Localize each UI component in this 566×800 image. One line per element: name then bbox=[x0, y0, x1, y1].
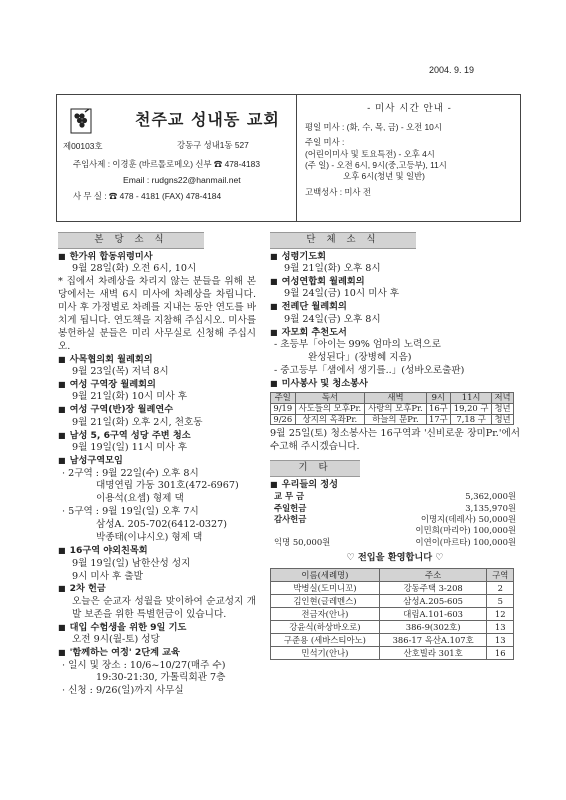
offering-label: 교 무 금 bbox=[274, 491, 305, 502]
table-row bbox=[271, 607, 514, 620]
offering-row bbox=[270, 537, 516, 548]
square-bullet-icon: ■ bbox=[58, 430, 66, 440]
table-cell: 7,18 구 bbox=[451, 414, 492, 425]
news-item-paragraph: 오늘은 순교자 성월을 맞이하여 순교성지 개발 보존을 위한 특별헌금이 있습니다. bbox=[72, 595, 256, 620]
news-item-title bbox=[58, 379, 256, 391]
news-item-paragraph: * 집에서 차례상을 차리지 않는 분들을 위해 본당에서는 새벽 6시 미사에 차례상을 차립니다. 미사 후 가정별로 차례를 지내는 동안 연도를 바치게 됩니다. 연도책을 지참해 주십시오. 미사를 봉헌하실 분들은 미리 사무실로 신청해 주십시오. bbox=[58, 276, 256, 352]
square-bullet-icon: ■ bbox=[270, 251, 278, 261]
table-cell: 구준용 (세바스티아노) bbox=[271, 633, 380, 646]
office-phone: 사 무 실 : ☎ 478 - 4181 (FAX) 478-4184 bbox=[73, 191, 222, 201]
news-item-detail: 9월 21일(화) 10시 미사 후 bbox=[72, 391, 188, 403]
news-item-title-text: 한가위 합동위령미사 bbox=[69, 250, 153, 262]
table-cell: 민석기(안나) bbox=[271, 646, 380, 659]
offering-value: 이명지(데레사) 50,000원 bbox=[420, 514, 516, 525]
table-cell: 13 bbox=[487, 633, 514, 646]
news-item-detail: 삼성A. 205-702(6412-0327) bbox=[96, 519, 227, 531]
square-bullet-icon: ■ bbox=[58, 380, 66, 390]
serve-table-header: 9시 bbox=[426, 393, 450, 404]
news-item-detail: 9시 미사 후 출발 bbox=[72, 570, 143, 582]
table-row bbox=[271, 633, 514, 646]
news-item-detail: 오전 9시(월-토) 성당 bbox=[72, 634, 160, 646]
group-news-heading: 단 체 소 식 bbox=[270, 232, 416, 249]
table-cell: 박병실(도미니꼬) bbox=[271, 581, 380, 594]
offering-title: ■ 우리들의 정성 bbox=[270, 478, 339, 490]
news-item-title bbox=[58, 430, 256, 442]
news-item-title-text: 대입 수험생을 위한 9일 기도 bbox=[69, 621, 187, 633]
news-item-title-text: 전례단 월례회의 bbox=[281, 301, 347, 313]
church-name: 천주교 성내동 교회 bbox=[135, 110, 280, 129]
table-cell: 삼성A.205-605 bbox=[379, 594, 487, 607]
news-item-detail: 9월 24일(금) 오후 8시 bbox=[284, 313, 381, 325]
offering-value: 3,135,970원 bbox=[465, 502, 516, 513]
table-cell: 386-9(302호) bbox=[379, 620, 487, 633]
table-cell: 하늘의 문Pr. bbox=[365, 414, 426, 425]
welcome-table-header: 이름(세례명) bbox=[271, 568, 380, 581]
email-address: Email : rudgns22@hanmail.net bbox=[123, 175, 241, 185]
table-row bbox=[271, 620, 514, 633]
news-item-title-text: 2차 헌금 bbox=[69, 583, 106, 595]
news-item-title-text: 남성구역모임 bbox=[69, 455, 123, 467]
welcome-title: ♡ 전입을 환영합니다 ♡ bbox=[346, 552, 444, 564]
news-item-title-text: '함께하는 여정' 2단계 교육 bbox=[69, 647, 180, 659]
offering-value: 이연이(마르타) 100,000원 bbox=[415, 536, 516, 547]
table-cell: 사랑의 모후Pr. bbox=[365, 404, 426, 415]
offering-label bbox=[270, 525, 362, 536]
table-cell: 전금자(안나) bbox=[271, 607, 380, 620]
table-cell: 상지의 옥좌Pr. bbox=[295, 414, 365, 425]
table-cell: 산호빌라 301호 bbox=[379, 646, 487, 659]
church-info bbox=[57, 95, 297, 221]
mass-schedule bbox=[297, 95, 520, 221]
issue-date: 2004. 9. 19 bbox=[428, 65, 474, 75]
table-cell: 16 bbox=[487, 646, 514, 659]
pastor-info: 주임사제 : 이경훈 (바르톨로메오) 신부 ☎ 478-4183 bbox=[73, 159, 260, 169]
table-row bbox=[271, 414, 514, 425]
news-item-title-text: 여성 구역장 월례회의 bbox=[69, 379, 156, 391]
serve-table-header: 주일 bbox=[271, 393, 296, 404]
grape-logo-icon bbox=[69, 107, 93, 135]
news-item-title-text: 사목협의회 월례회의 bbox=[69, 353, 153, 365]
news-item-detail: 대명연립 가동 301호(472-6967) bbox=[96, 480, 239, 492]
news-item-title bbox=[270, 327, 520, 339]
serve-table-header: 11시 bbox=[451, 393, 492, 404]
news-item-title bbox=[270, 251, 520, 263]
news-item-title bbox=[58, 647, 256, 659]
offering-value: 5,362,000원 bbox=[465, 491, 516, 502]
news-item-detail: 19:30-21:30, 가톨릭회관 7층 bbox=[96, 672, 226, 684]
mass-sunday-evening: 오후 6시(청년 및 일반) bbox=[343, 171, 425, 182]
mass-schedule-title: - 미사 시간 안내 - bbox=[367, 103, 452, 114]
table-cell: 청년 bbox=[492, 404, 514, 415]
news-item-title bbox=[270, 301, 520, 313]
table-row bbox=[271, 581, 514, 594]
square-bullet-icon: ■ bbox=[270, 379, 278, 388]
news-item-detail: · 2구역 : 9월 22일(수) 오후 8시 bbox=[62, 467, 199, 479]
offering-row bbox=[270, 514, 516, 525]
offering-row bbox=[270, 503, 516, 514]
square-bullet-icon: ■ bbox=[58, 405, 66, 415]
cleaning-note: 9월 25일(토) 청소봉사는 16구역과 '신비로운 장미Pr.'에서 수고해 주시겠습니다. bbox=[270, 428, 520, 453]
welcome-table-header: 구역 bbox=[487, 568, 514, 581]
square-bullet-icon: ■ bbox=[58, 354, 66, 364]
mass-sunday-morning: (주 일) - 오전 6시, 9시(중,고등부), 11시 bbox=[305, 159, 447, 170]
table-cell: 청년 bbox=[492, 414, 514, 425]
news-item-title bbox=[58, 354, 256, 366]
table-cell: 19,20 구 bbox=[451, 404, 492, 415]
square-bullet-icon: ■ bbox=[58, 456, 66, 466]
news-item-title-text: 미사봉사 및 청소봉사 bbox=[281, 378, 368, 389]
square-bullet-icon: ■ bbox=[270, 277, 278, 287]
news-item-detail: · 일시 및 장소 : 10/6~10/27(매주 수) bbox=[62, 659, 226, 671]
square-bullet-icon: ■ bbox=[270, 302, 278, 312]
square-bullet-icon: ■ bbox=[58, 251, 66, 261]
news-item-title-text: 자모회 추천도서 bbox=[281, 326, 347, 338]
offering-label: 감사헌금 bbox=[274, 514, 307, 525]
news-item-title bbox=[58, 583, 256, 595]
news-item-detail: 박종태(이냐시오) 형제 댁 bbox=[96, 532, 203, 544]
news-item-detail: · 신청 : 9/26(일)까지 사무실 bbox=[62, 685, 184, 697]
table-cell: 12 bbox=[487, 607, 514, 620]
news-item-title-text: 남성 5, 6구역 성당 주변 청소 bbox=[69, 429, 191, 441]
news-item-title-text: 16구역 야외친목회 bbox=[69, 545, 148, 557]
table-cell: 17구 bbox=[426, 414, 450, 425]
welcome-table-header: 주소 bbox=[379, 568, 487, 581]
welcome-table bbox=[270, 568, 514, 661]
serve-table-header: 저녁 bbox=[492, 393, 514, 404]
offering-table bbox=[270, 491, 516, 548]
square-bullet-icon: ■ bbox=[58, 622, 66, 632]
offering-row bbox=[270, 491, 516, 502]
square-bullet-icon: ■ bbox=[58, 584, 66, 594]
news-item-title bbox=[270, 276, 520, 288]
table-cell: 9/26 bbox=[271, 414, 296, 425]
news-item-title-text: 성령기도회 bbox=[281, 250, 326, 262]
table-cell: 5 bbox=[487, 594, 514, 607]
serve-table bbox=[270, 392, 514, 425]
group-news-column bbox=[270, 232, 520, 660]
parish-news-heading: 본 당 소 식 bbox=[58, 232, 204, 249]
news-item-title bbox=[58, 622, 256, 634]
news-item-title bbox=[58, 404, 256, 416]
news-item-title-text: 여성 구역(반)장 월례연수 bbox=[69, 404, 174, 416]
offering-value: 이민희(마리아) 100,000원 bbox=[415, 525, 516, 536]
news-item-title bbox=[58, 545, 256, 557]
news-item-detail: 9월 21일(화) 오후 2시, 천호동 bbox=[72, 416, 203, 428]
table-row bbox=[271, 404, 514, 415]
table-cell: 16구 bbox=[426, 404, 450, 415]
table-cell: 9/19 bbox=[271, 404, 296, 415]
news-item-detail: 이용석(요셉) 형제 댁 bbox=[96, 493, 184, 505]
news-item-detail: 9월 21일(화) 오후 8시 bbox=[284, 263, 381, 275]
table-cell: 2 bbox=[487, 581, 514, 594]
mass-confession: 고백성사 : 미사 전 bbox=[305, 186, 371, 197]
table-cell: 김인현(글레멘스) bbox=[271, 594, 380, 607]
table-cell: 강윤식(하상바오로) bbox=[271, 620, 380, 633]
offering-label: 주일헌금 bbox=[274, 502, 307, 513]
table-cell: 386-17 옥산A.107호 bbox=[379, 633, 487, 646]
serve-table-header: 새벽 bbox=[365, 393, 426, 404]
news-item-detail: 9월 28일(화) 오전 6시, 10시 bbox=[72, 263, 197, 275]
serve-table-header: 독서 bbox=[295, 393, 365, 404]
issue-number: 제00103호 bbox=[63, 141, 103, 151]
bulletin-header bbox=[56, 94, 521, 222]
table-row bbox=[271, 646, 514, 659]
mass-weekday: 평일 미사 : (화, 수, 목, 금) - 오전 10시 bbox=[305, 121, 442, 132]
news-item-title-text: 여성연합회 월례회의 bbox=[281, 276, 365, 288]
table-cell: 사도들의 모후Pr. bbox=[295, 404, 365, 415]
offering-label: 익명 50,000원 bbox=[274, 536, 331, 547]
news-item-detail: · 5구역 : 9월 19일(일) 오후 7시 bbox=[62, 506, 199, 518]
offering-row bbox=[270, 525, 516, 536]
news-item-title bbox=[270, 378, 520, 390]
table-cell: 13 bbox=[487, 620, 514, 633]
news-item-detail: - 중고등부「샘에서 생기를..」(성바오로출판) bbox=[274, 365, 465, 377]
table-cell: 대림A.101-603 bbox=[379, 607, 487, 620]
news-item-detail: - 초등부「아이는 99% 엄마의 노력으로 bbox=[274, 339, 441, 351]
square-bullet-icon: ■ bbox=[270, 327, 278, 337]
square-bullet-icon: ■ bbox=[270, 479, 278, 489]
news-item-title bbox=[58, 251, 256, 263]
parish-news-column bbox=[58, 232, 256, 698]
church-address: 강동구 성내1동 527 bbox=[177, 140, 249, 150]
news-item-detail: 9월 24일(금) 10시 미사 후 bbox=[284, 288, 400, 300]
news-item-title bbox=[58, 455, 256, 467]
news-item-detail: 완성된다」(장병혜 지음) bbox=[308, 352, 412, 364]
news-item-detail: 9월 23일(목) 저녁 8시 bbox=[72, 366, 169, 378]
table-row bbox=[271, 594, 514, 607]
misc-heading: 기 타 bbox=[270, 460, 360, 477]
square-bullet-icon: ■ bbox=[58, 546, 66, 556]
news-item-detail: 9월 19일(일) 남한산성 성지 bbox=[72, 557, 191, 569]
square-bullet-icon: ■ bbox=[58, 648, 66, 658]
news-item-detail: 9월 19일(일) 11시 미사 후 bbox=[72, 442, 188, 454]
mass-sunday-label: 주일 미사 : bbox=[305, 137, 345, 148]
mass-children: (어린이미사 및 토요특전) - 오후 4시 bbox=[305, 148, 435, 159]
table-cell: 강동주택 3-208 bbox=[379, 581, 487, 594]
